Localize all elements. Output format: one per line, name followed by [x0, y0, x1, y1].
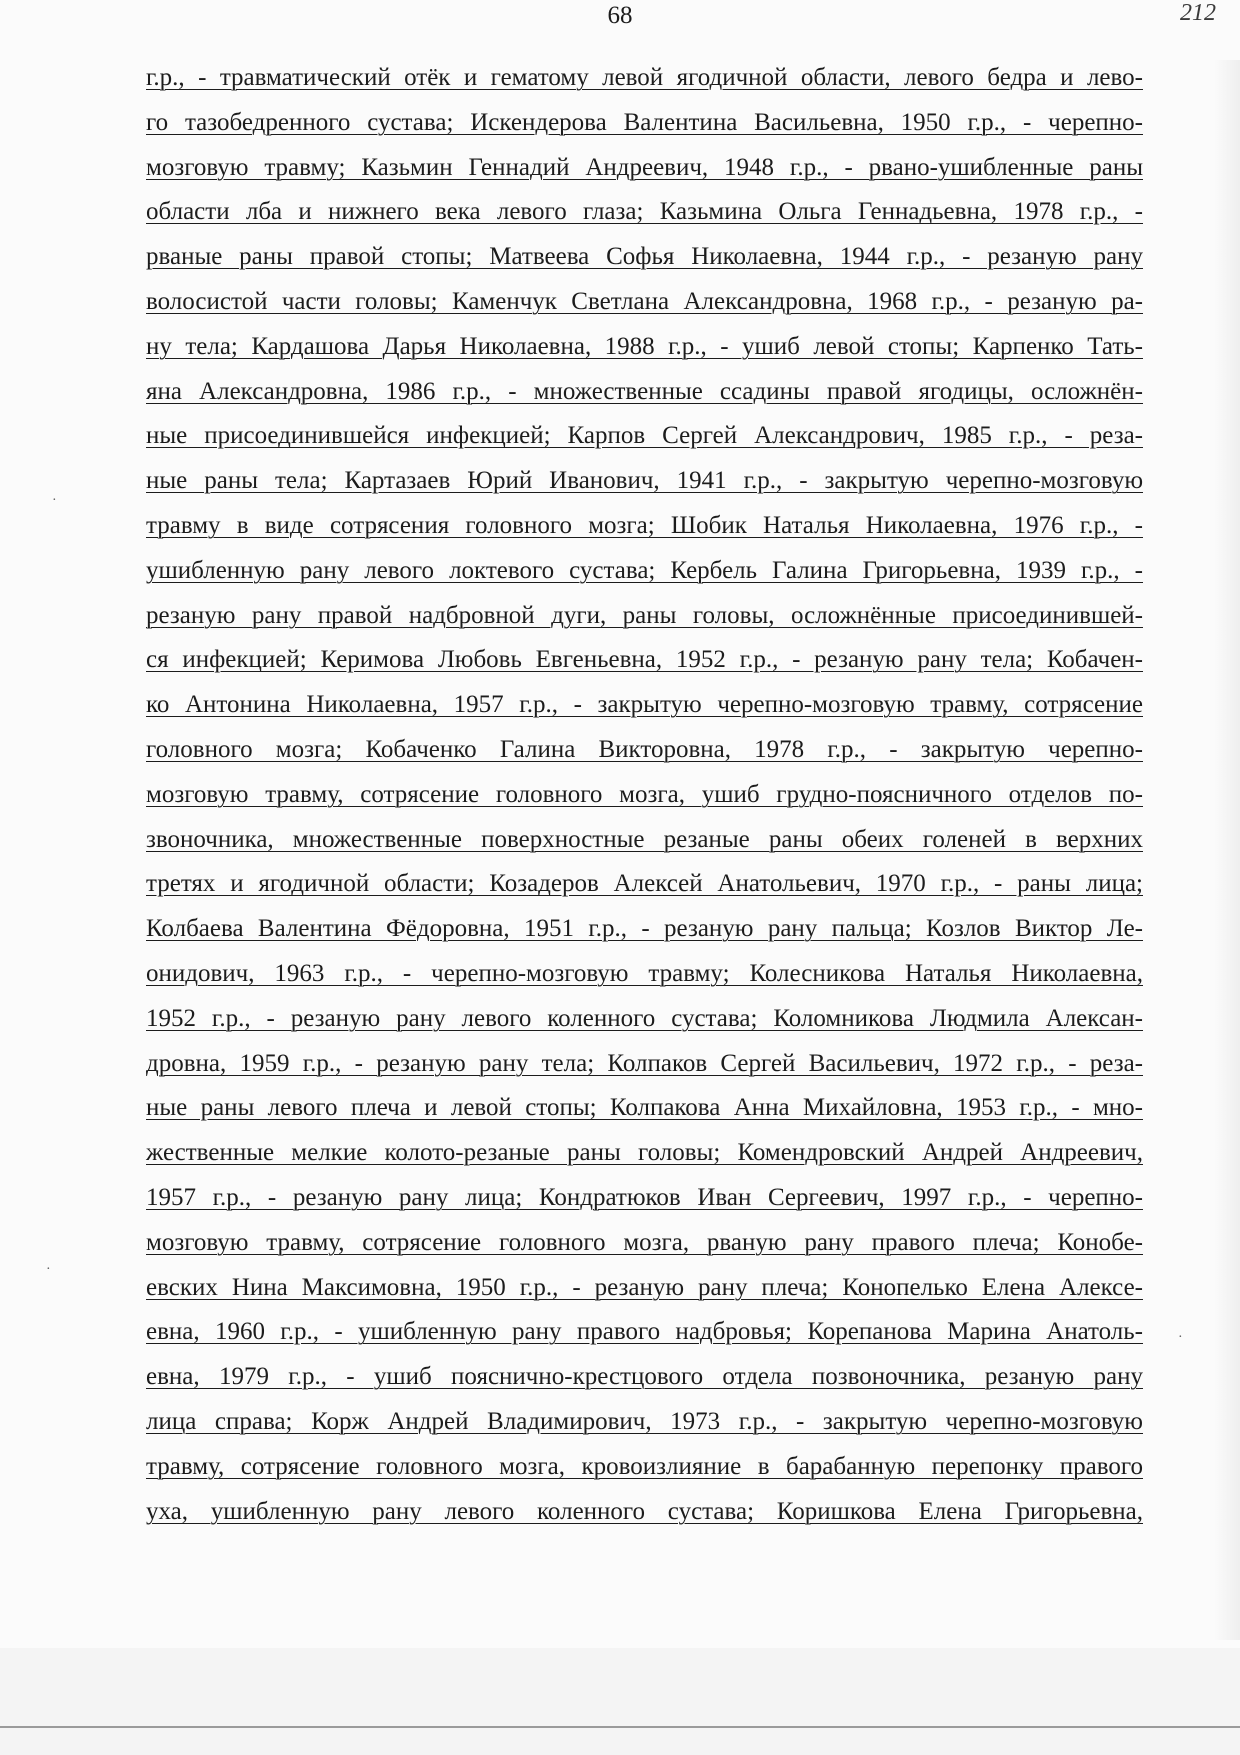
text-line: рваные раны правой стопы; Матвеева Софья Николаевна, 1944 г.р., - резаную рану: [146, 243, 1143, 271]
archive-page-number: 212: [1180, 0, 1216, 26]
text-line: головного мозга; Кобаченко Галина Викторовна, 1978 г.р., - закрытую черепно-: [146, 735, 1143, 763]
text-line: ные присоединившейся инфекцией; Карпов Сергей Александрович, 1985 г.р., - реза-: [146, 422, 1143, 450]
text-line: третях и ягодичной области; Козадеров Алексей Анатольевич, 1970 г.р., - раны лица;: [146, 870, 1143, 898]
document-body: [146, 58, 1143, 1536]
text-line: уха, ушибленную рану левого коленного сустава; Коришкова Елена Григорьевна,: [146, 1497, 1143, 1525]
text-line: 1957 г.р., - резаную рану лица; Кондратюков Иван Сергеевич, 1997 г.р., - черепно-: [146, 1183, 1143, 1211]
text-line: лица справа; Корж Андрей Владимирович, 1973 г.р., - закрытую черепно-мозговую: [146, 1407, 1143, 1435]
text-line: травму, сотрясение головного мозга, кровоизлияние в барабанную перепонку правого: [146, 1452, 1143, 1480]
page-number: 68: [607, 2, 633, 29]
text-line: Колбаева Валентина Фёдоровна, 1951 г.р., - резаную рану пальца; Козлов Виктор Ле-: [146, 915, 1143, 943]
text-line: резаную рану правой надбровной дуги, раны головы, осложнённые присоединившей-: [146, 601, 1143, 629]
text-line: ушибленную рану левого локтевого сустава; Кербель Галина Григорьевна, 1939 г.р., -: [146, 556, 1143, 584]
text-line: онидович, 1963 г.р., - черепно-мозговую травму; Колесникова Наталья Николаевна,: [146, 959, 1143, 987]
text-line: мозговую травму, сотрясение головного мозга, рваную рану правого плеча; Конобе-: [146, 1228, 1143, 1256]
scan-page-edge: [0, 1726, 1240, 1728]
scan-speck: ·: [52, 493, 57, 508]
text-line: ся инфекцией; Керимова Любовь Евгеньевна, 1952 г.р., - резаную рану тела; Кобачен-: [146, 646, 1143, 674]
text-line: звоночника, множественные поверхностные резаные раны обеих голеней в верхних: [146, 825, 1143, 853]
text-line: травму в виде сотрясения головного мозга; Шобик Наталья Николаевна, 1976 г.р., -: [146, 511, 1143, 539]
text-line: яна Александровна, 1986 г.р., - множественные ссадины правой ягодицы, осложнён-: [146, 377, 1143, 405]
text-line: евна, 1979 г.р., - ушиб пояснично-крестцового отдела позвоночника, резаную рану: [146, 1363, 1143, 1391]
scan-speck: ·: [46, 1262, 51, 1277]
text-line: го тазобедренного сустава; Искендерова Валентина Васильевна, 1950 г.р., - черепно-: [146, 108, 1143, 136]
text-line: ну тела; Кардашова Дарья Николаевна, 1988 г.р., - ушиб левой стопы; Карпенко Тать-: [146, 332, 1143, 360]
text-line: дровна, 1959 г.р., - резаную рану тела; Колпаков Сергей Васильевич, 1972 г.р., - реза-: [146, 1049, 1143, 1077]
text-line: ко Антонина Николаевна, 1957 г.р., - закрытую черепно-мозговую травму, сотрясение: [146, 691, 1143, 719]
text-line: ные раны тела; Картазаев Юрий Иванович, 1941 г.р., - закрытую черепно-мозговую: [146, 467, 1143, 495]
text-line: волосистой части головы; Каменчук Светлана Александровна, 1968 г.р., - резаную ра-: [146, 287, 1143, 315]
text-line: ные раны левого плеча и левой стопы; Колпакова Анна Михайловна, 1953 г.р., - мно-: [146, 1094, 1143, 1122]
text-line: евских Нина Максимовна, 1950 г.р., - резаную рану плеча; Конопелько Елена Алексе-: [146, 1273, 1143, 1301]
text-line: области лба и нижнего века левого глаза; Казьмина Ольга Геннадьевна, 1978 г.р., -: [146, 198, 1143, 226]
text-line: мозговую травму; Казьмин Геннадий Андреевич, 1948 г.р., - рвано-ушибленные раны: [146, 153, 1143, 181]
text-line: мозговую травму, сотрясение головного мозга, ушиб грудно-поясничного отделов по-: [146, 780, 1143, 808]
scan-bottom-margin: [0, 1648, 1240, 1755]
text-line: г.р., - травматический отёк и гематому левой ягодичной области, левого бедра и лево-: [146, 64, 1143, 91]
scan-shadow: [1214, 60, 1240, 1640]
text-line: жественные мелкие колото-резаные раны головы; Комендровский Андрей Андреевич,: [146, 1139, 1143, 1167]
text-line: евна, 1960 г.р., - ушибленную рану правого надбровья; Корепанова Марина Анатоль-: [146, 1318, 1143, 1346]
scan-speck: ·: [1178, 1330, 1183, 1345]
text-line: 1952 г.р., - резаную рану левого коленного сустава; Коломникова Людмила Алексан-: [146, 1004, 1143, 1032]
